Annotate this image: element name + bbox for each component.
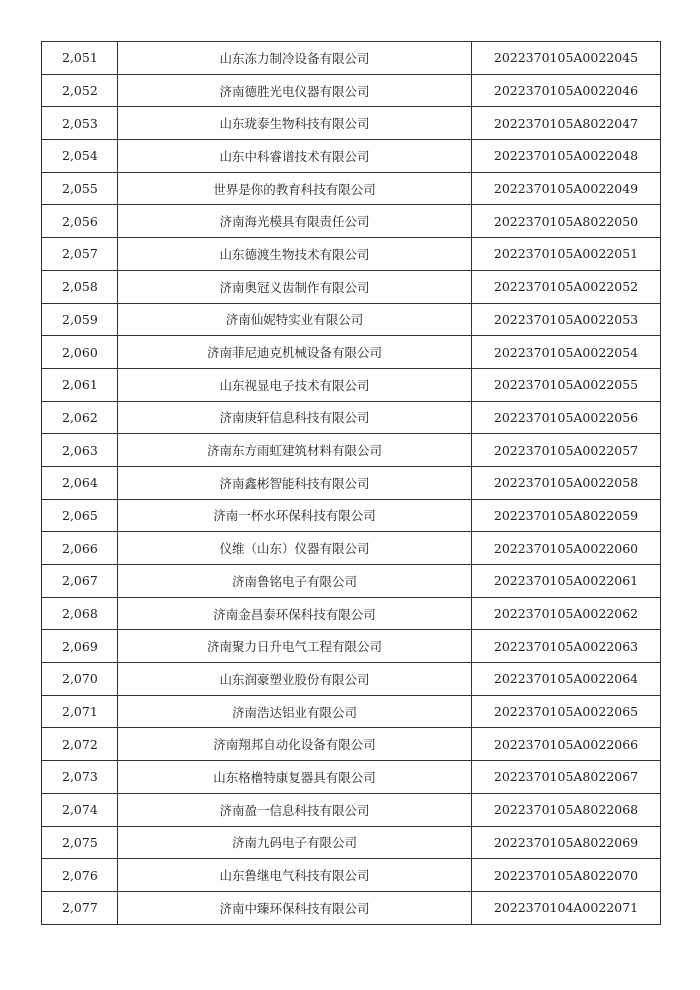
row-number-cell: 2,076 xyxy=(42,859,118,892)
registration-code-cell: 2022370105A0022045 xyxy=(472,42,661,75)
table-row xyxy=(42,270,661,303)
row-number-cell: 2,053 xyxy=(42,107,118,140)
table-row xyxy=(42,74,661,107)
registration-code-cell: 2022370105A8022070 xyxy=(472,859,661,892)
company-name-cell: 山东格橹特康复器具有限公司 xyxy=(118,761,472,794)
registration-code-cell: 2022370105A0022057 xyxy=(472,434,661,467)
row-number-cell: 2,061 xyxy=(42,368,118,401)
registration-code-cell: 2022370105A0022063 xyxy=(472,630,661,663)
row-number-cell: 2,052 xyxy=(42,74,118,107)
company-name-cell: 山东润豪塑业股份有限公司 xyxy=(118,663,472,696)
registration-code-cell: 2022370105A0022066 xyxy=(472,728,661,761)
table-row xyxy=(42,565,661,598)
table-row xyxy=(42,695,661,728)
row-number-cell: 2,054 xyxy=(42,140,118,173)
table-row xyxy=(42,368,661,401)
registration-code-cell: 2022370105A8022050 xyxy=(472,205,661,238)
table-row xyxy=(42,172,661,205)
row-number-cell: 2,068 xyxy=(42,597,118,630)
table-row xyxy=(42,42,661,75)
company-name-cell: 济南仙妮特实业有限公司 xyxy=(118,303,472,336)
row-number-cell: 2,069 xyxy=(42,630,118,663)
company-name-cell: 济南菲尼迪克机械设备有限公司 xyxy=(118,336,472,369)
registration-code-cell: 2022370105A0022054 xyxy=(472,336,661,369)
row-number-cell: 2,060 xyxy=(42,336,118,369)
company-name-cell: 山东鲁继电气科技有限公司 xyxy=(118,859,472,892)
registration-code-cell: 2022370105A0022062 xyxy=(472,597,661,630)
company-name-cell: 济南庚轩信息科技有限公司 xyxy=(118,401,472,434)
company-name-cell: 济南聚力日升电气工程有限公司 xyxy=(118,630,472,663)
registration-code-cell: 2022370105A0022058 xyxy=(472,466,661,499)
table-row xyxy=(42,140,661,173)
table-row xyxy=(42,891,661,924)
row-number-cell: 2,066 xyxy=(42,532,118,565)
row-number-cell: 2,072 xyxy=(42,728,118,761)
row-number-cell: 2,064 xyxy=(42,466,118,499)
row-number-cell: 2,062 xyxy=(42,401,118,434)
registration-code-cell: 2022370105A0022065 xyxy=(472,695,661,728)
company-name-cell: 山东冻力制冷设备有限公司 xyxy=(118,42,472,75)
registration-code-cell: 2022370105A8022059 xyxy=(472,499,661,532)
registration-code-cell: 2022370105A0022056 xyxy=(472,401,661,434)
company-name-cell: 济南奥冠义齿制作有限公司 xyxy=(118,270,472,303)
table-row xyxy=(42,859,661,892)
company-name-cell: 济南鲁铭电子有限公司 xyxy=(118,565,472,598)
table-row xyxy=(42,401,661,434)
table-row xyxy=(42,793,661,826)
company-name-cell: 仪维（山东）仪器有限公司 xyxy=(118,532,472,565)
row-number-cell: 2,065 xyxy=(42,499,118,532)
registration-code-cell: 2022370105A0022064 xyxy=(472,663,661,696)
table-row xyxy=(42,630,661,663)
row-number-cell: 2,070 xyxy=(42,663,118,696)
row-number-cell: 2,074 xyxy=(42,793,118,826)
company-name-cell: 济南一杯水环保科技有限公司 xyxy=(118,499,472,532)
table-row xyxy=(42,434,661,467)
table-row xyxy=(42,499,661,532)
row-number-cell: 2,063 xyxy=(42,434,118,467)
table-row xyxy=(42,728,661,761)
company-name-cell: 山东德渡生物技术有限公司 xyxy=(118,238,472,271)
company-name-cell: 济南鑫彬智能科技有限公司 xyxy=(118,466,472,499)
row-number-cell: 2,059 xyxy=(42,303,118,336)
table-row xyxy=(42,205,661,238)
row-number-cell: 2,056 xyxy=(42,205,118,238)
row-number-cell: 2,067 xyxy=(42,565,118,598)
table-row xyxy=(42,663,661,696)
row-number-cell: 2,057 xyxy=(42,238,118,271)
registration-code-cell: 2022370105A0022052 xyxy=(472,270,661,303)
company-name-cell: 济南东方雨虹建筑材料有限公司 xyxy=(118,434,472,467)
registration-code-cell: 2022370105A0022048 xyxy=(472,140,661,173)
row-number-cell: 2,075 xyxy=(42,826,118,859)
table-row xyxy=(42,761,661,794)
row-number-cell: 2,058 xyxy=(42,270,118,303)
registration-code-cell: 2022370105A0022053 xyxy=(472,303,661,336)
table-row xyxy=(42,597,661,630)
registration-code-cell: 2022370105A8022067 xyxy=(472,761,661,794)
company-name-cell: 济南海光模具有限责任公司 xyxy=(118,205,472,238)
row-number-cell: 2,071 xyxy=(42,695,118,728)
company-name-cell: 济南中臻环保科技有限公司 xyxy=(118,891,472,924)
registration-code-cell: 2022370105A0022049 xyxy=(472,172,661,205)
registration-code-cell: 2022370105A0022055 xyxy=(472,368,661,401)
table-row xyxy=(42,238,661,271)
table-row xyxy=(42,107,661,140)
company-name-cell: 济南盈一信息科技有限公司 xyxy=(118,793,472,826)
company-name-cell: 山东视显电子技术有限公司 xyxy=(118,368,472,401)
company-name-cell: 济南翔邦自动化设备有限公司 xyxy=(118,728,472,761)
row-number-cell: 2,051 xyxy=(42,42,118,75)
company-name-cell: 济南金昌泰环保科技有限公司 xyxy=(118,597,472,630)
company-name-cell: 济南德胜光电仪器有限公司 xyxy=(118,74,472,107)
row-number-cell: 2,055 xyxy=(42,172,118,205)
company-name-cell: 山东中科睿谱技术有限公司 xyxy=(118,140,472,173)
row-number-cell: 2,077 xyxy=(42,891,118,924)
company-list-table xyxy=(41,41,661,925)
registration-code-cell: 2022370105A0022061 xyxy=(472,565,661,598)
company-name-cell: 世界是你的教育科技有限公司 xyxy=(118,172,472,205)
registration-code-cell: 2022370105A8022068 xyxy=(472,793,661,826)
company-name-cell: 济南浩达铝业有限公司 xyxy=(118,695,472,728)
registration-code-cell: 2022370105A0022046 xyxy=(472,74,661,107)
company-name-cell: 山东珑泰生物科技有限公司 xyxy=(118,107,472,140)
row-number-cell: 2,073 xyxy=(42,761,118,794)
table-row xyxy=(42,466,661,499)
registration-code-cell: 2022370104A0022071 xyxy=(472,891,661,924)
table-body xyxy=(42,42,661,925)
table-row xyxy=(42,336,661,369)
company-name-cell: 济南九码电子有限公司 xyxy=(118,826,472,859)
table-row xyxy=(42,532,661,565)
registration-code-cell: 2022370105A8022069 xyxy=(472,826,661,859)
registration-code-cell: 2022370105A0022051 xyxy=(472,238,661,271)
registration-code-cell: 2022370105A8022047 xyxy=(472,107,661,140)
table-row xyxy=(42,826,661,859)
registration-code-cell: 2022370105A0022060 xyxy=(472,532,661,565)
table-row xyxy=(42,303,661,336)
